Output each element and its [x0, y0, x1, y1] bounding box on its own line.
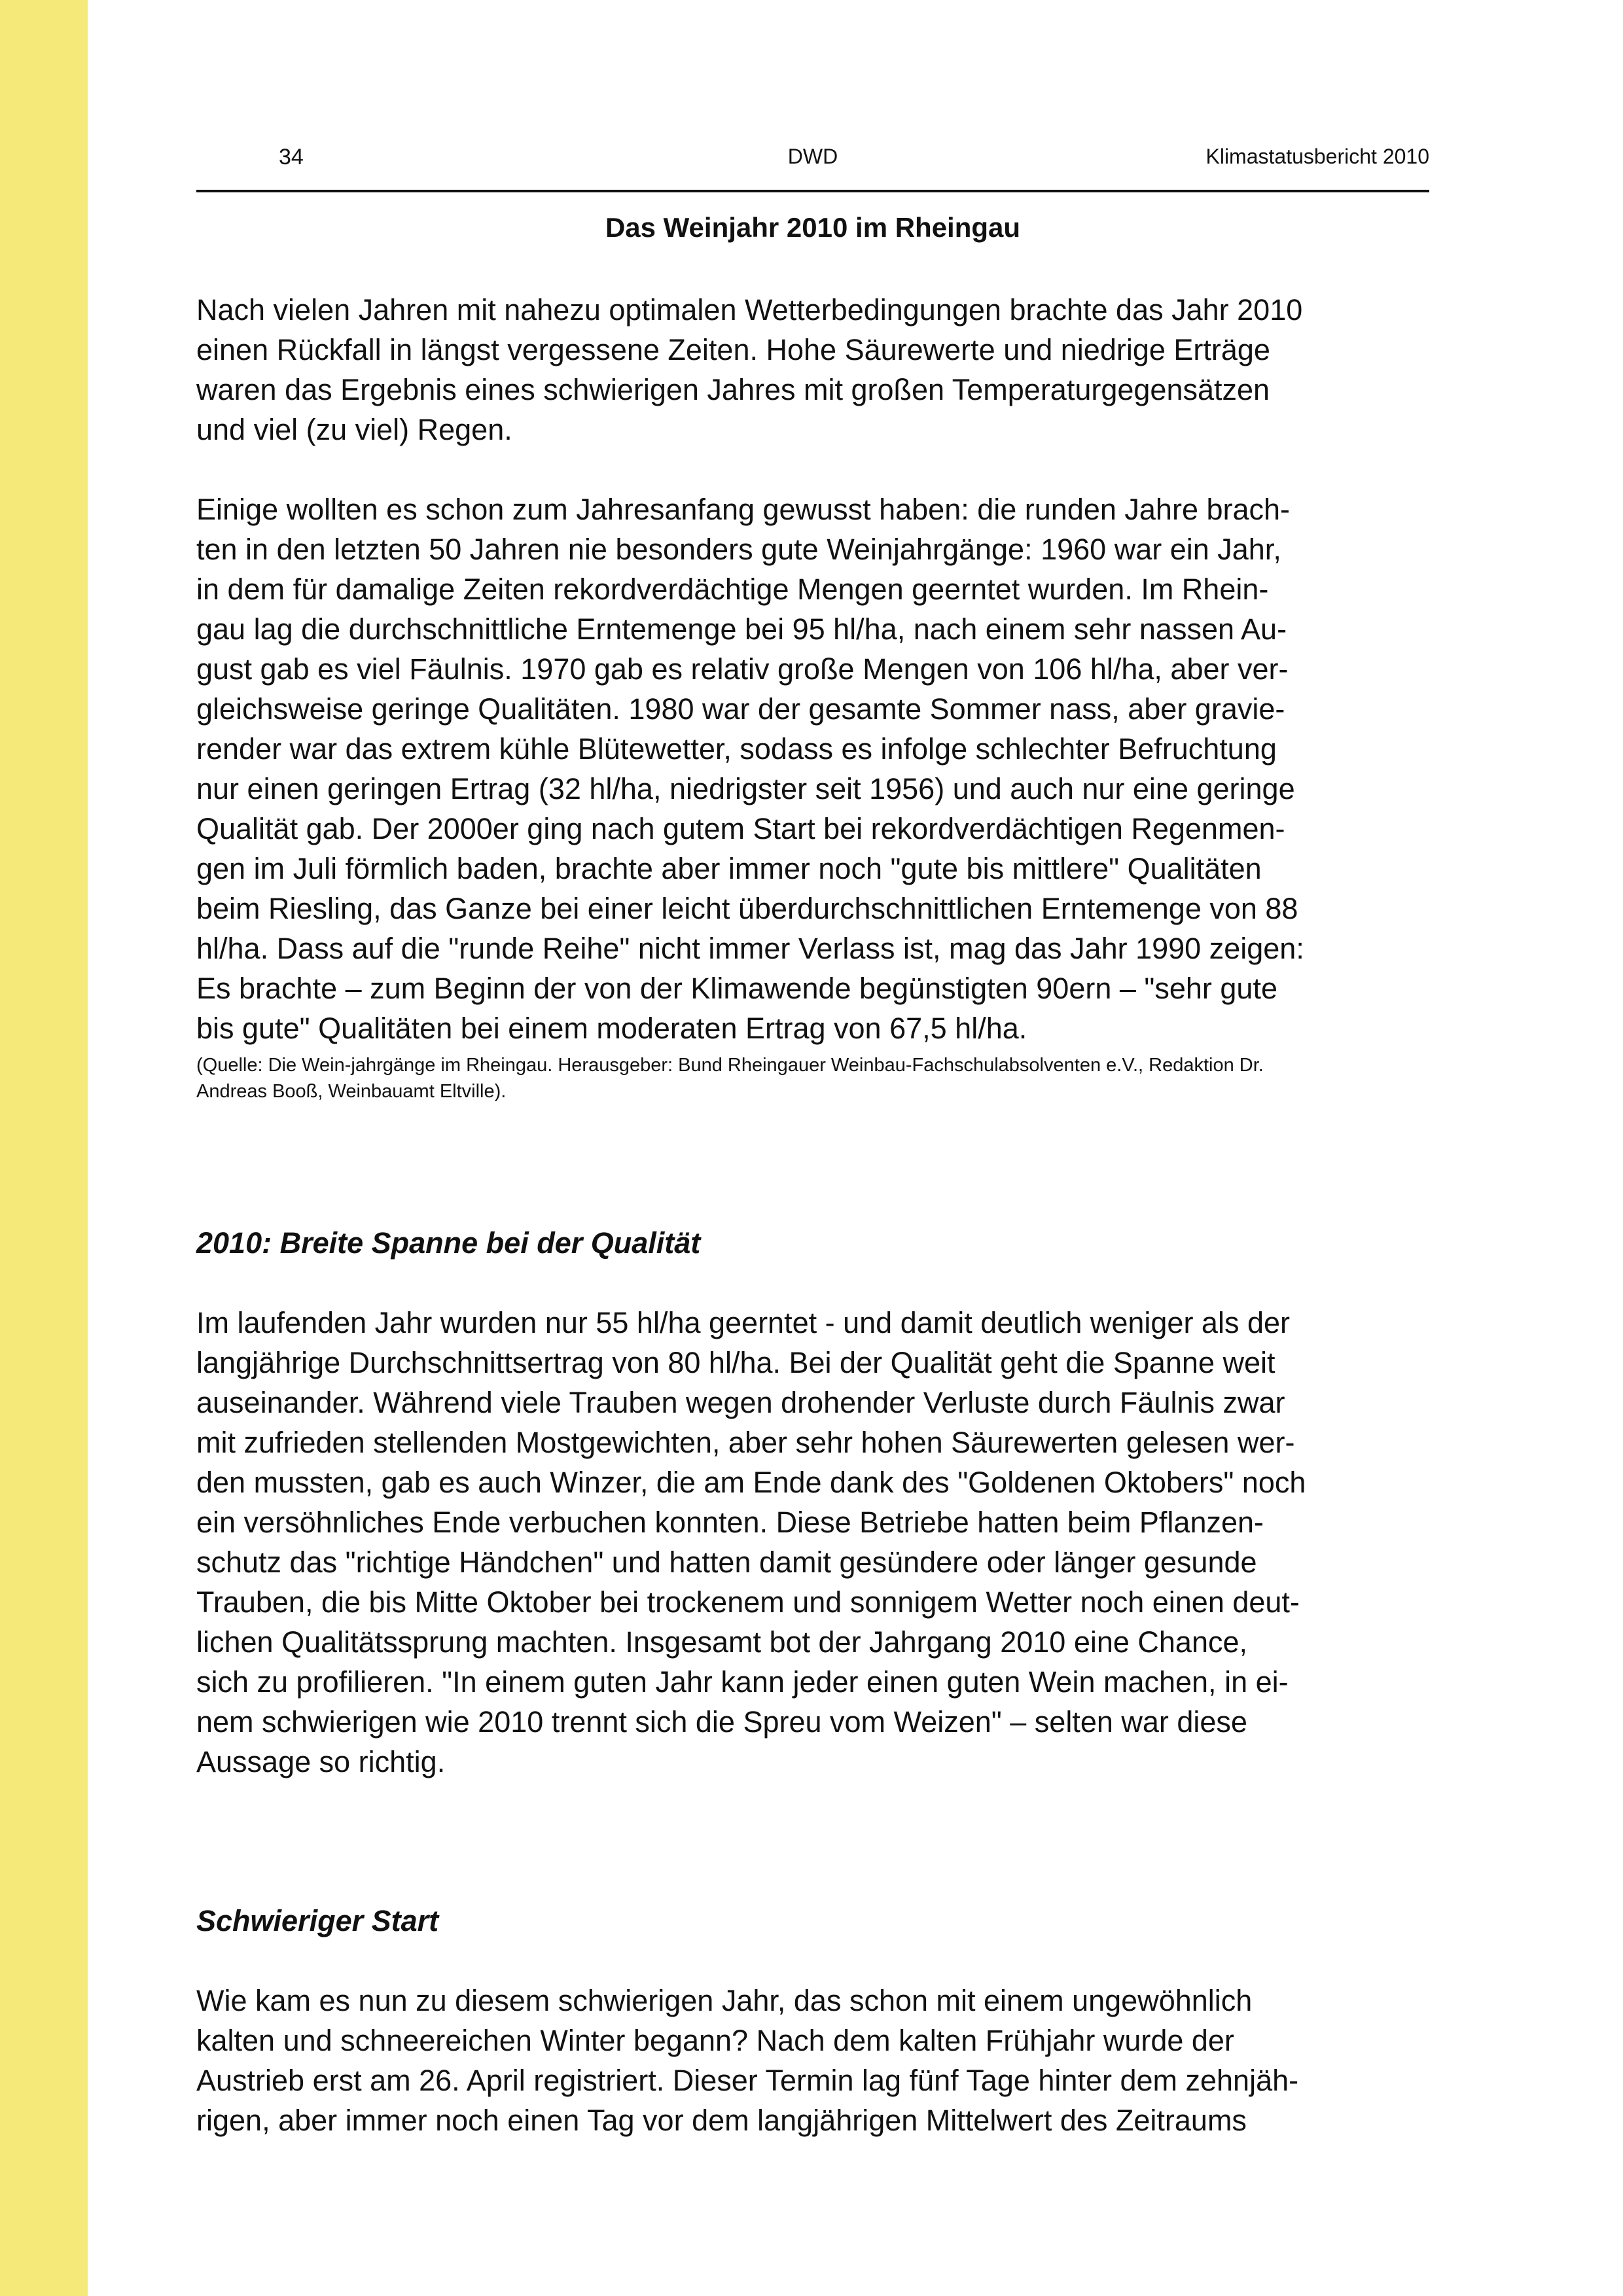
text-line: Einige wollten es schon zum Jahresanfang gewusst haben: die runden Jahre brach- — [196, 493, 1291, 526]
text-line: nur einen geringen Ertrag (32 hl/ha, niedrigster seit 1956) und auch nur eine geringe — [196, 772, 1295, 805]
text-line: Es brachte – zum Beginn der von der Klimawende begünstigten 90ern – "sehr gute — [196, 972, 1277, 1005]
header-publisher: DWD — [787, 145, 838, 168]
text-line: Nach vielen Jahren mit nahezu optimalen Wetterbedingungen brachte das Jahr 2010 — [196, 293, 1303, 327]
text-line: Trauben, die bis Mitte Oktober bei trockenem und sonnigem Wetter noch einen deut- — [196, 1585, 1300, 1619]
text-line: hl/ha. Dass auf die "runde Reihe" nicht immer Verlass ist, mag das Jahr 1990 zeigen: — [196, 932, 1304, 965]
text-line: sich zu profilieren. "In einem guten Jahr kann jeder einen guten Wein machen, in ei- — [196, 1665, 1289, 1699]
text-line: ein versöhnliches Ende verbuchen konnten. Diese Betriebe hatten beim Pflanzen- — [196, 1506, 1264, 1539]
side-color-bar — [0, 0, 88, 2296]
text-line: gen im Juli förmlich baden, brachte aber immer noch "gute bis mittlere" Qualitäten — [196, 852, 1262, 885]
text-line: bis gute" Qualitäten bei einem moderaten Ertrag von 67,5 hl/ha. — [196, 1012, 1027, 1045]
text-line: den mussten, gab es auch Winzer, die am Ende dank des "Goldenen Oktobers" noch — [196, 1466, 1306, 1499]
text-line: nem schwierigen wie 2010 trennt sich die Spreu vom Weizen" – selten war diese — [196, 1705, 1247, 1739]
text-line: Aussage so richtig. — [196, 1745, 446, 1778]
header-report-title: Klimastatusbericht 2010 — [1205, 145, 1429, 168]
text-line: gleichsweise geringe Qualitäten. 1980 war der gesamte Sommer nass, aber gravie- — [196, 692, 1285, 726]
text-line: auseinander. Während viele Trauben wegen drohender Verluste durch Fäulnis zwar — [196, 1386, 1285, 1419]
text-line: ten in den letzten 50 Jahren nie besonders gute Weinjahrgänge: 1960 war ein Jahr, — [196, 533, 1281, 566]
text-line: in dem für damalige Zeiten rekordverdächtige Mengen geerntet wurden. Im Rhein- — [196, 573, 1269, 606]
text-line: einen Rückfall in längst vergessene Zeiten. Hohe Säurewerte und niedrige Erträge — [196, 333, 1270, 366]
article-title: Das Weinjahr 2010 im Rheingau — [605, 212, 1021, 243]
paragraph-start — [196, 1981, 1429, 2140]
text-line: lichen Qualitätssprung machten. Insgesamt bot der Jahrgang 2010 eine Chance, — [196, 1625, 1248, 1659]
text-line: Im laufenden Jahr wurden nur 55 hl/ha geerntet - und damit deutlich weniger als der — [196, 1306, 1290, 1339]
page-header — [196, 145, 1429, 179]
text-line: gust gab es viel Fäulnis. 1970 gab es relativ große Mengen von 106 hl/ha, aber ver- — [196, 652, 1289, 686]
text-line: mit zufrieden stellenden Mostgewichten, aber sehr hohen Säurewerten gelesen wer- — [196, 1426, 1295, 1459]
citation-line: Andreas Booß, Weinbauamt Eltville). — [196, 1081, 507, 1102]
paragraph-quality — [196, 1303, 1429, 1782]
text-line: gau lag die durchschnittliche Erntemenge bei 95 hl/ha, nach einem sehr nassen Au- — [196, 612, 1287, 646]
text-line: Austrieb erst am 26. April registriert. Dieser Termin lag fünf Tage hinter dem zehnjäh- — [196, 2064, 1299, 2097]
paragraph-history — [196, 489, 1429, 1048]
section-heading-start: Schwieriger Start — [196, 1904, 439, 1937]
paragraph-intro — [196, 290, 1429, 450]
text-line: beim Riesling, das Ganze bei einer leicht überdurchschnittlichen Erntemenge von 88 — [196, 892, 1298, 925]
text-line: render war das extrem kühle Blütewetter, sodass es infolge schlechter Befruchtung — [196, 732, 1277, 766]
text-line: kalten und schneereichen Winter begann? Nach dem kalten Frühjahr wurde der — [196, 2024, 1234, 2057]
text-line: schutz das "richtige Händchen" und hatten damit gesündere oder länger gesunde — [196, 1545, 1257, 1579]
header-page-number: 34 — [279, 145, 304, 169]
text-line: und viel (zu viel) Regen. — [196, 413, 512, 446]
source-citation — [196, 1052, 1429, 1104]
text-line: Wie kam es nun zu diesem schwierigen Jahr, das schon mit einem ungewöhnlich — [196, 1984, 1253, 2017]
text-line: Qualität gab. Der 2000er ging nach gutem Start bei rekordverdächtigen Regenmen- — [196, 812, 1285, 845]
text-line: rigen, aber immer noch einen Tag vor dem langjährigen Mittelwert des Zeitraums — [196, 2104, 1247, 2137]
header-rule — [196, 190, 1429, 192]
text-line: waren das Ergebnis eines schwierigen Jahres mit großen Temperaturgegensätzen — [196, 373, 1270, 406]
citation-line: (Quelle: Die Wein-jahrgänge im Rheingau. Herausgeber: Bund Rheingauer Weinbau-Fachschulabsolventen e.V., Redaktion Dr. — [196, 1055, 1264, 1076]
article-body — [196, 290, 1429, 2140]
section-heading-quality: 2010: Breite Spanne bei der Qualität — [196, 1226, 701, 1260]
text-line: langjährige Durchschnittsertrag von 80 hl/ha. Bei der Qualität geht die Spanne weit — [196, 1346, 1275, 1379]
